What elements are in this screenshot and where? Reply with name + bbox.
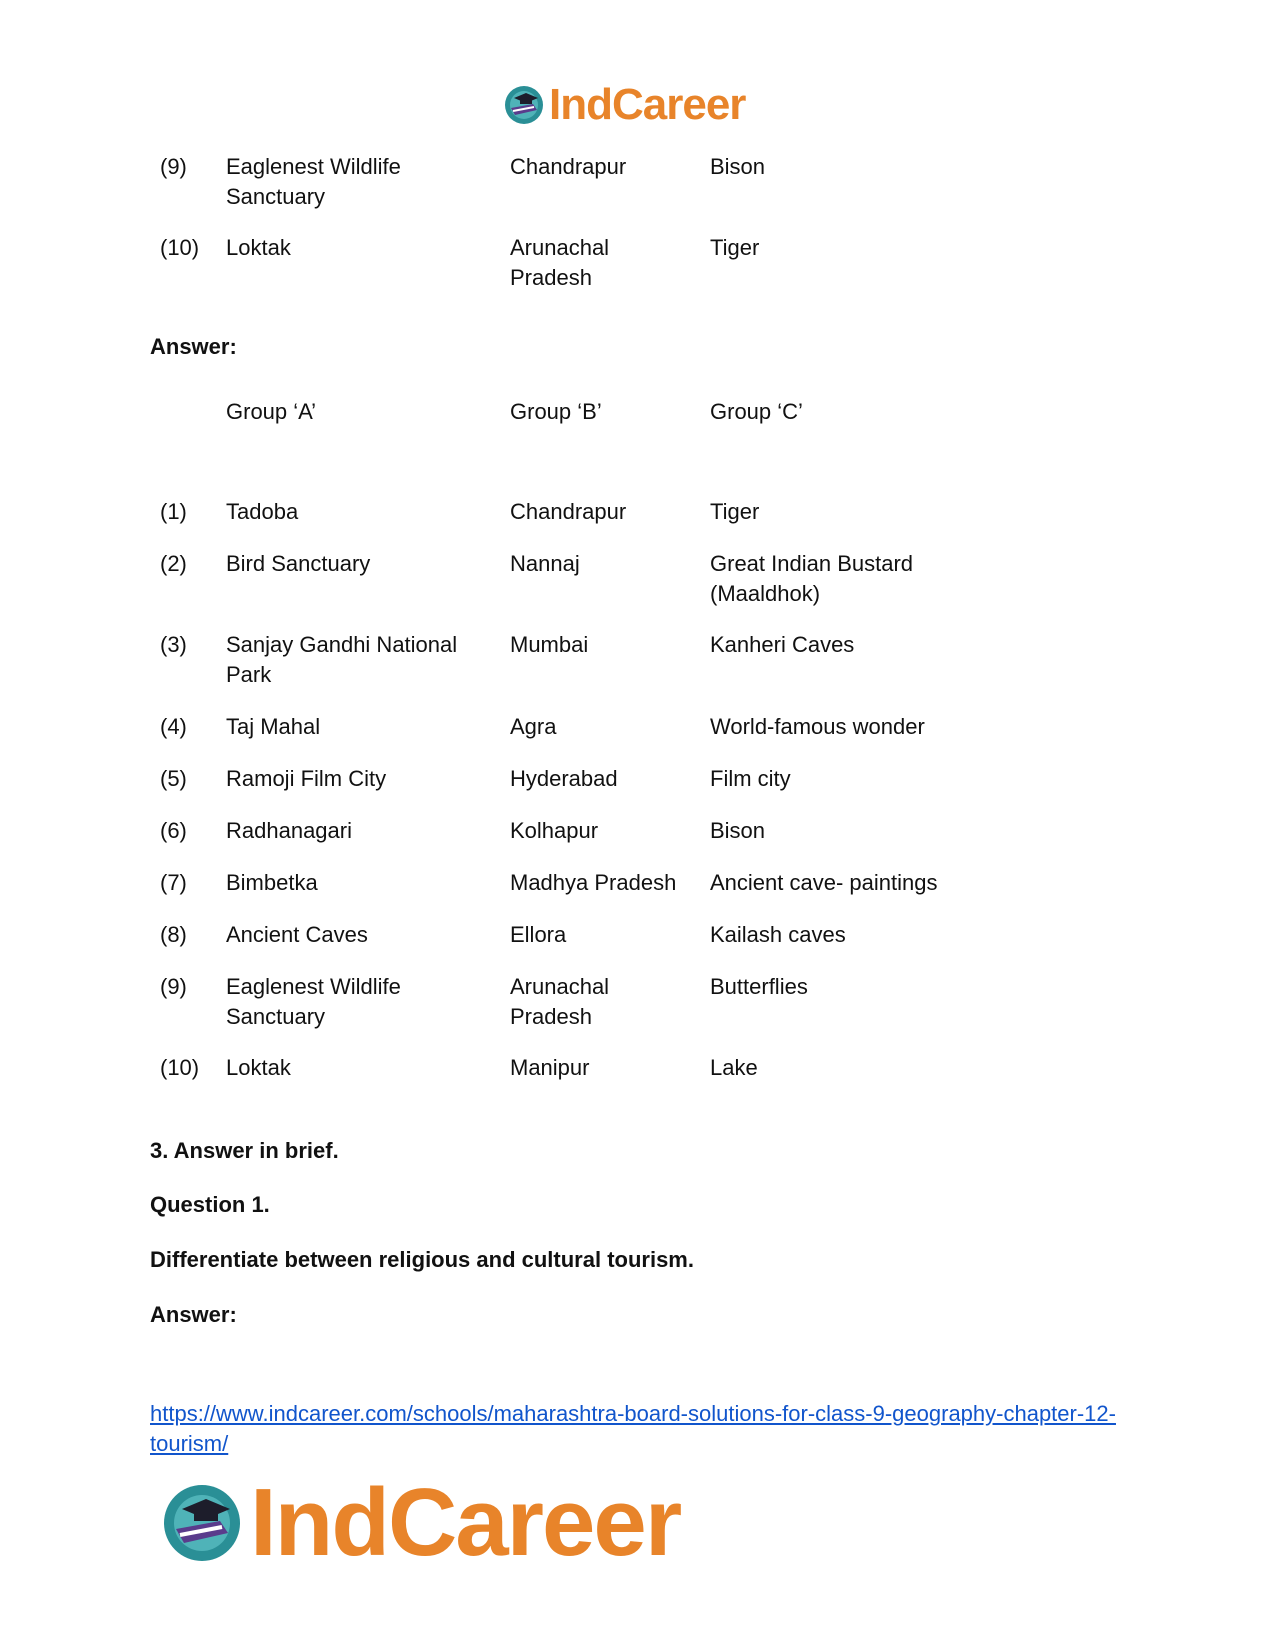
group-c-cell: Tiger — [710, 235, 760, 260]
source-link[interactable]: https://www.indcareer.com/schools/maharashtra-board-solutions-for-class-9-geography-chapter-12-tourism/ — [150, 1401, 1116, 1456]
group-b-cell: Chandrapur — [510, 499, 627, 524]
brand-name: IndCareer — [549, 80, 746, 129]
group-c-cell: Film city — [710, 766, 791, 791]
group-c-cell: Kanheri Caves — [710, 632, 855, 657]
row-number: (10) — [160, 235, 200, 260]
group-b-header: Group ‘B’ — [510, 399, 602, 424]
graduation-book-icon — [160, 1481, 244, 1565]
row-number: (4) — [160, 714, 187, 739]
group-a-cell: Taj Mahal — [226, 714, 321, 739]
group-c-cell: Tiger — [710, 499, 760, 524]
group-a-cell: Eaglenest Wildlife Sanctuary — [226, 154, 401, 209]
question-text: Differentiate between religious and cultural tourism. — [150, 1247, 694, 1272]
row-number: (6) — [160, 818, 187, 843]
group-b-cell: Arunachal Pradesh — [510, 235, 610, 290]
group-a-header: Group ‘A’ — [226, 399, 317, 424]
group-a-cell: Bird Sanctuary — [226, 551, 371, 576]
question-label: Question 1. — [150, 1192, 270, 1217]
row-number: (8) — [160, 922, 187, 947]
group-b-cell: Nannaj — [510, 551, 580, 576]
section-heading: 3. Answer in brief. — [150, 1138, 339, 1163]
row-number: (2) — [160, 551, 187, 576]
group-c-cell: Bison — [710, 818, 766, 843]
group-c-cell: World-famous wonder — [710, 714, 925, 739]
group-c-cell: Butterflies — [710, 974, 808, 999]
group-b-cell: Chandrapur — [510, 154, 627, 179]
group-c-cell: Ancient cave- paintings — [710, 870, 938, 895]
row-number: (1) — [160, 499, 187, 524]
row-number: (5) — [160, 766, 187, 791]
group-a-cell: Ancient Caves — [226, 922, 368, 947]
group-c-cell: Kailash caves — [710, 922, 846, 947]
group-a-cell: Loktak — [226, 1055, 291, 1080]
group-b-cell: Ellora — [510, 922, 567, 947]
group-a-cell: Eaglenest Wildlife Sanctuary — [226, 974, 401, 1029]
group-a-cell: Ramoji Film City — [226, 766, 387, 791]
answer-label: Answer: — [150, 1302, 237, 1327]
row-number: (7) — [160, 870, 187, 895]
group-a-cell: Radhanagari — [226, 818, 352, 843]
group-a-cell: Sanjay Gandhi National Park — [226, 632, 458, 687]
group-a-cell: Tadoba — [226, 499, 299, 524]
group-c-header: Group ‘C’ — [710, 399, 803, 424]
group-a-cell: Bimbetka — [226, 870, 318, 895]
indcareer-logo-bottom — [160, 1468, 680, 1578]
row-number: (3) — [160, 632, 187, 657]
answer-label: Answer: — [150, 334, 237, 359]
group-c-cell: Great Indian Bustard (Maaldhok) — [710, 551, 914, 606]
row-number: (9) — [160, 974, 187, 999]
graduation-book-icon — [503, 84, 545, 126]
group-a-cell: Loktak — [226, 235, 291, 260]
group-b-cell: Manipur — [510, 1055, 590, 1080]
group-b-cell: Hyderabad — [510, 766, 618, 791]
group-b-cell: Arunachal Pradesh — [510, 974, 610, 1029]
group-c-cell: Bison — [710, 154, 766, 179]
group-b-cell: Kolhapur — [510, 818, 599, 843]
brand-name: IndCareer — [250, 1469, 681, 1576]
row-number: (9) — [160, 154, 187, 179]
group-b-cell: Mumbai — [510, 632, 589, 657]
group-b-cell: Agra — [510, 714, 557, 739]
group-c-cell: Lake — [710, 1055, 758, 1080]
row-number: (10) — [160, 1055, 200, 1080]
group-b-cell: Madhya Pradesh — [510, 870, 677, 895]
indcareer-logo-top — [503, 80, 745, 130]
